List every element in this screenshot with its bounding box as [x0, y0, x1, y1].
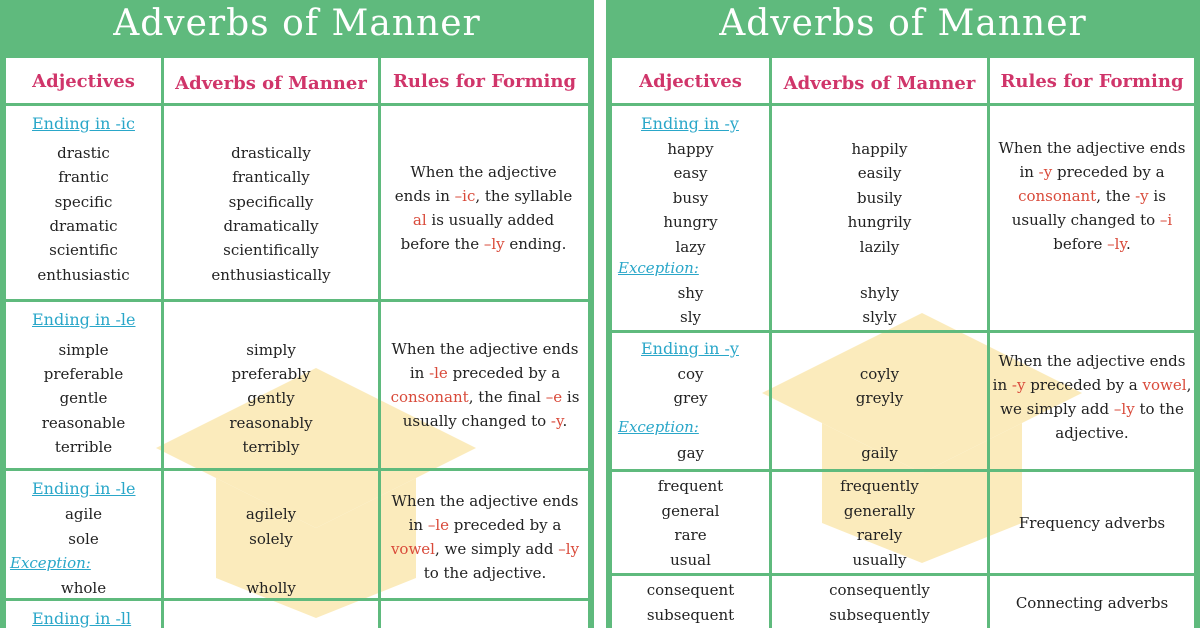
adjective-item: happy	[667, 140, 714, 158]
adjective-item: frantic	[58, 168, 109, 186]
adverb-item: wholly	[246, 579, 296, 597]
adjective-item: frequent	[657, 477, 724, 495]
adjective-item: subsequent	[646, 606, 735, 624]
adjective-item: easy	[673, 164, 708, 182]
adverb-item: reasonably	[229, 414, 313, 432]
adverb-item: solely	[249, 530, 293, 548]
left-panel	[0, 0, 594, 628]
exception-label: Exception:	[618, 259, 699, 277]
adverb-item: terribly	[242, 438, 300, 456]
rule-text-ic: When the adjective ends in –ic, the syllable al is usually added before the –ly ending.	[394, 163, 573, 253]
adjective-item: scientific	[49, 241, 118, 259]
adjective-item: drastic	[57, 144, 110, 162]
adverb-item: scientifically	[223, 241, 319, 259]
header-adverbs: Adverbs of Manner	[175, 73, 367, 94]
adjective-item: gay	[676, 444, 705, 462]
adjective-item: usual	[670, 551, 711, 569]
adjective-item: general	[661, 502, 720, 520]
adjective-item: rare	[674, 526, 707, 544]
adjective-item: preferable	[43, 365, 124, 383]
note-connecting-adverbs: Connecting adverbs	[1015, 594, 1169, 612]
rule-text-y-consonant: When the adjective ends in -y preceded by a consonant, the -y is usually changed to –i before –ly.	[998, 139, 1186, 253]
rule-text-le-consonant: When the adjective ends in -le preceded by a consonant, the final –e is usually changed to -y.	[390, 340, 580, 430]
rule-text-le-vowel: When the adjective ends in –le preceded by a vowel, we simply add –ly to the adjective.	[390, 492, 580, 582]
adverb-item: gently	[247, 389, 295, 407]
adjective-item: busy	[672, 189, 709, 207]
adverb-item: drastically	[231, 144, 311, 162]
adverb-item: lazily	[859, 238, 900, 256]
adjective-item: reasonable	[41, 414, 126, 432]
adverbs-table	[6, 58, 588, 628]
adjective-item: sole	[68, 530, 99, 548]
adverb-item: usually	[852, 551, 907, 569]
header-adjectives: Adjectives	[639, 71, 742, 92]
adjective-item: coy	[677, 365, 704, 383]
adverb-item: preferably	[231, 365, 311, 383]
adjective-item: enthusiastic	[37, 266, 130, 284]
adjective-item: specific	[54, 193, 113, 211]
header-adjectives: Adjectives	[32, 71, 135, 92]
adverb-item: specifically	[228, 193, 314, 211]
page-title: Adverbs of Manner	[606, 0, 1200, 48]
adverbs-table	[612, 58, 1194, 628]
adjective-item: consequent	[646, 581, 735, 599]
header-adverbs: Adverbs of Manner	[783, 73, 976, 94]
adverb-item: frantically	[232, 168, 310, 186]
adverb-item: subsequently	[829, 606, 930, 624]
adverb-item: greyly	[855, 389, 904, 407]
adverb-item: happily	[851, 140, 908, 158]
adjective-item: whole	[60, 579, 107, 597]
exception-label: Exception:	[618, 418, 699, 436]
adjective-item: shy	[677, 284, 704, 302]
adverb-item: enthusiastically	[211, 266, 331, 284]
adverb-item: agilely	[245, 505, 297, 523]
section-label-ll: Ending in -ll	[32, 609, 132, 628]
header-rules: Rules for Forming	[392, 71, 577, 92]
panel-divider	[594, 0, 606, 628]
adverb-item: dramatically	[223, 217, 319, 235]
adjective-item: terrible	[54, 438, 113, 456]
adverb-item: slyly	[862, 308, 897, 326]
adverb-item: simply	[246, 341, 296, 359]
page-title: Adverbs of Manner	[0, 0, 594, 48]
adjective-item: lazy	[675, 238, 706, 256]
adverb-item: frequently	[840, 477, 919, 495]
section-label-le: Ending in -le	[32, 479, 136, 498]
adjective-item: grey	[673, 389, 708, 407]
header-rules: Rules for Forming	[1000, 71, 1184, 92]
rule-text-y-vowel: When the adjective ends in -y preceded by a vowel, we simply add –ly to the adjective.	[992, 352, 1192, 442]
adjective-item: dramatic	[49, 217, 118, 235]
right-panel	[606, 0, 1200, 628]
exception-label: Exception:	[10, 554, 91, 572]
adverb-item: easily	[857, 164, 902, 182]
adverb-item: rarely	[856, 526, 903, 544]
adverb-item: gaily	[861, 444, 898, 462]
adverb-item: hungrily	[847, 213, 912, 231]
adverb-item: shyly	[859, 284, 900, 302]
adjective-item: simple	[58, 341, 109, 359]
section-label-le: Ending in -le	[32, 310, 136, 329]
adjective-item: agile	[64, 505, 103, 523]
adjective-item: sly	[680, 308, 701, 326]
note-frequency-adverbs: Frequency adverbs	[1018, 514, 1166, 532]
adverb-item: generally	[843, 502, 916, 520]
adjective-item: hungry	[663, 213, 718, 231]
adverb-item: consequently	[829, 581, 930, 599]
adjective-item: gentle	[59, 389, 108, 407]
section-label-y: Ending in -y	[641, 114, 739, 133]
section-label-y: Ending in -y	[641, 339, 739, 358]
adverb-item: coyly	[859, 365, 900, 383]
section-label-ic: Ending in -ic	[32, 114, 135, 133]
adverb-item: busily	[856, 189, 903, 207]
